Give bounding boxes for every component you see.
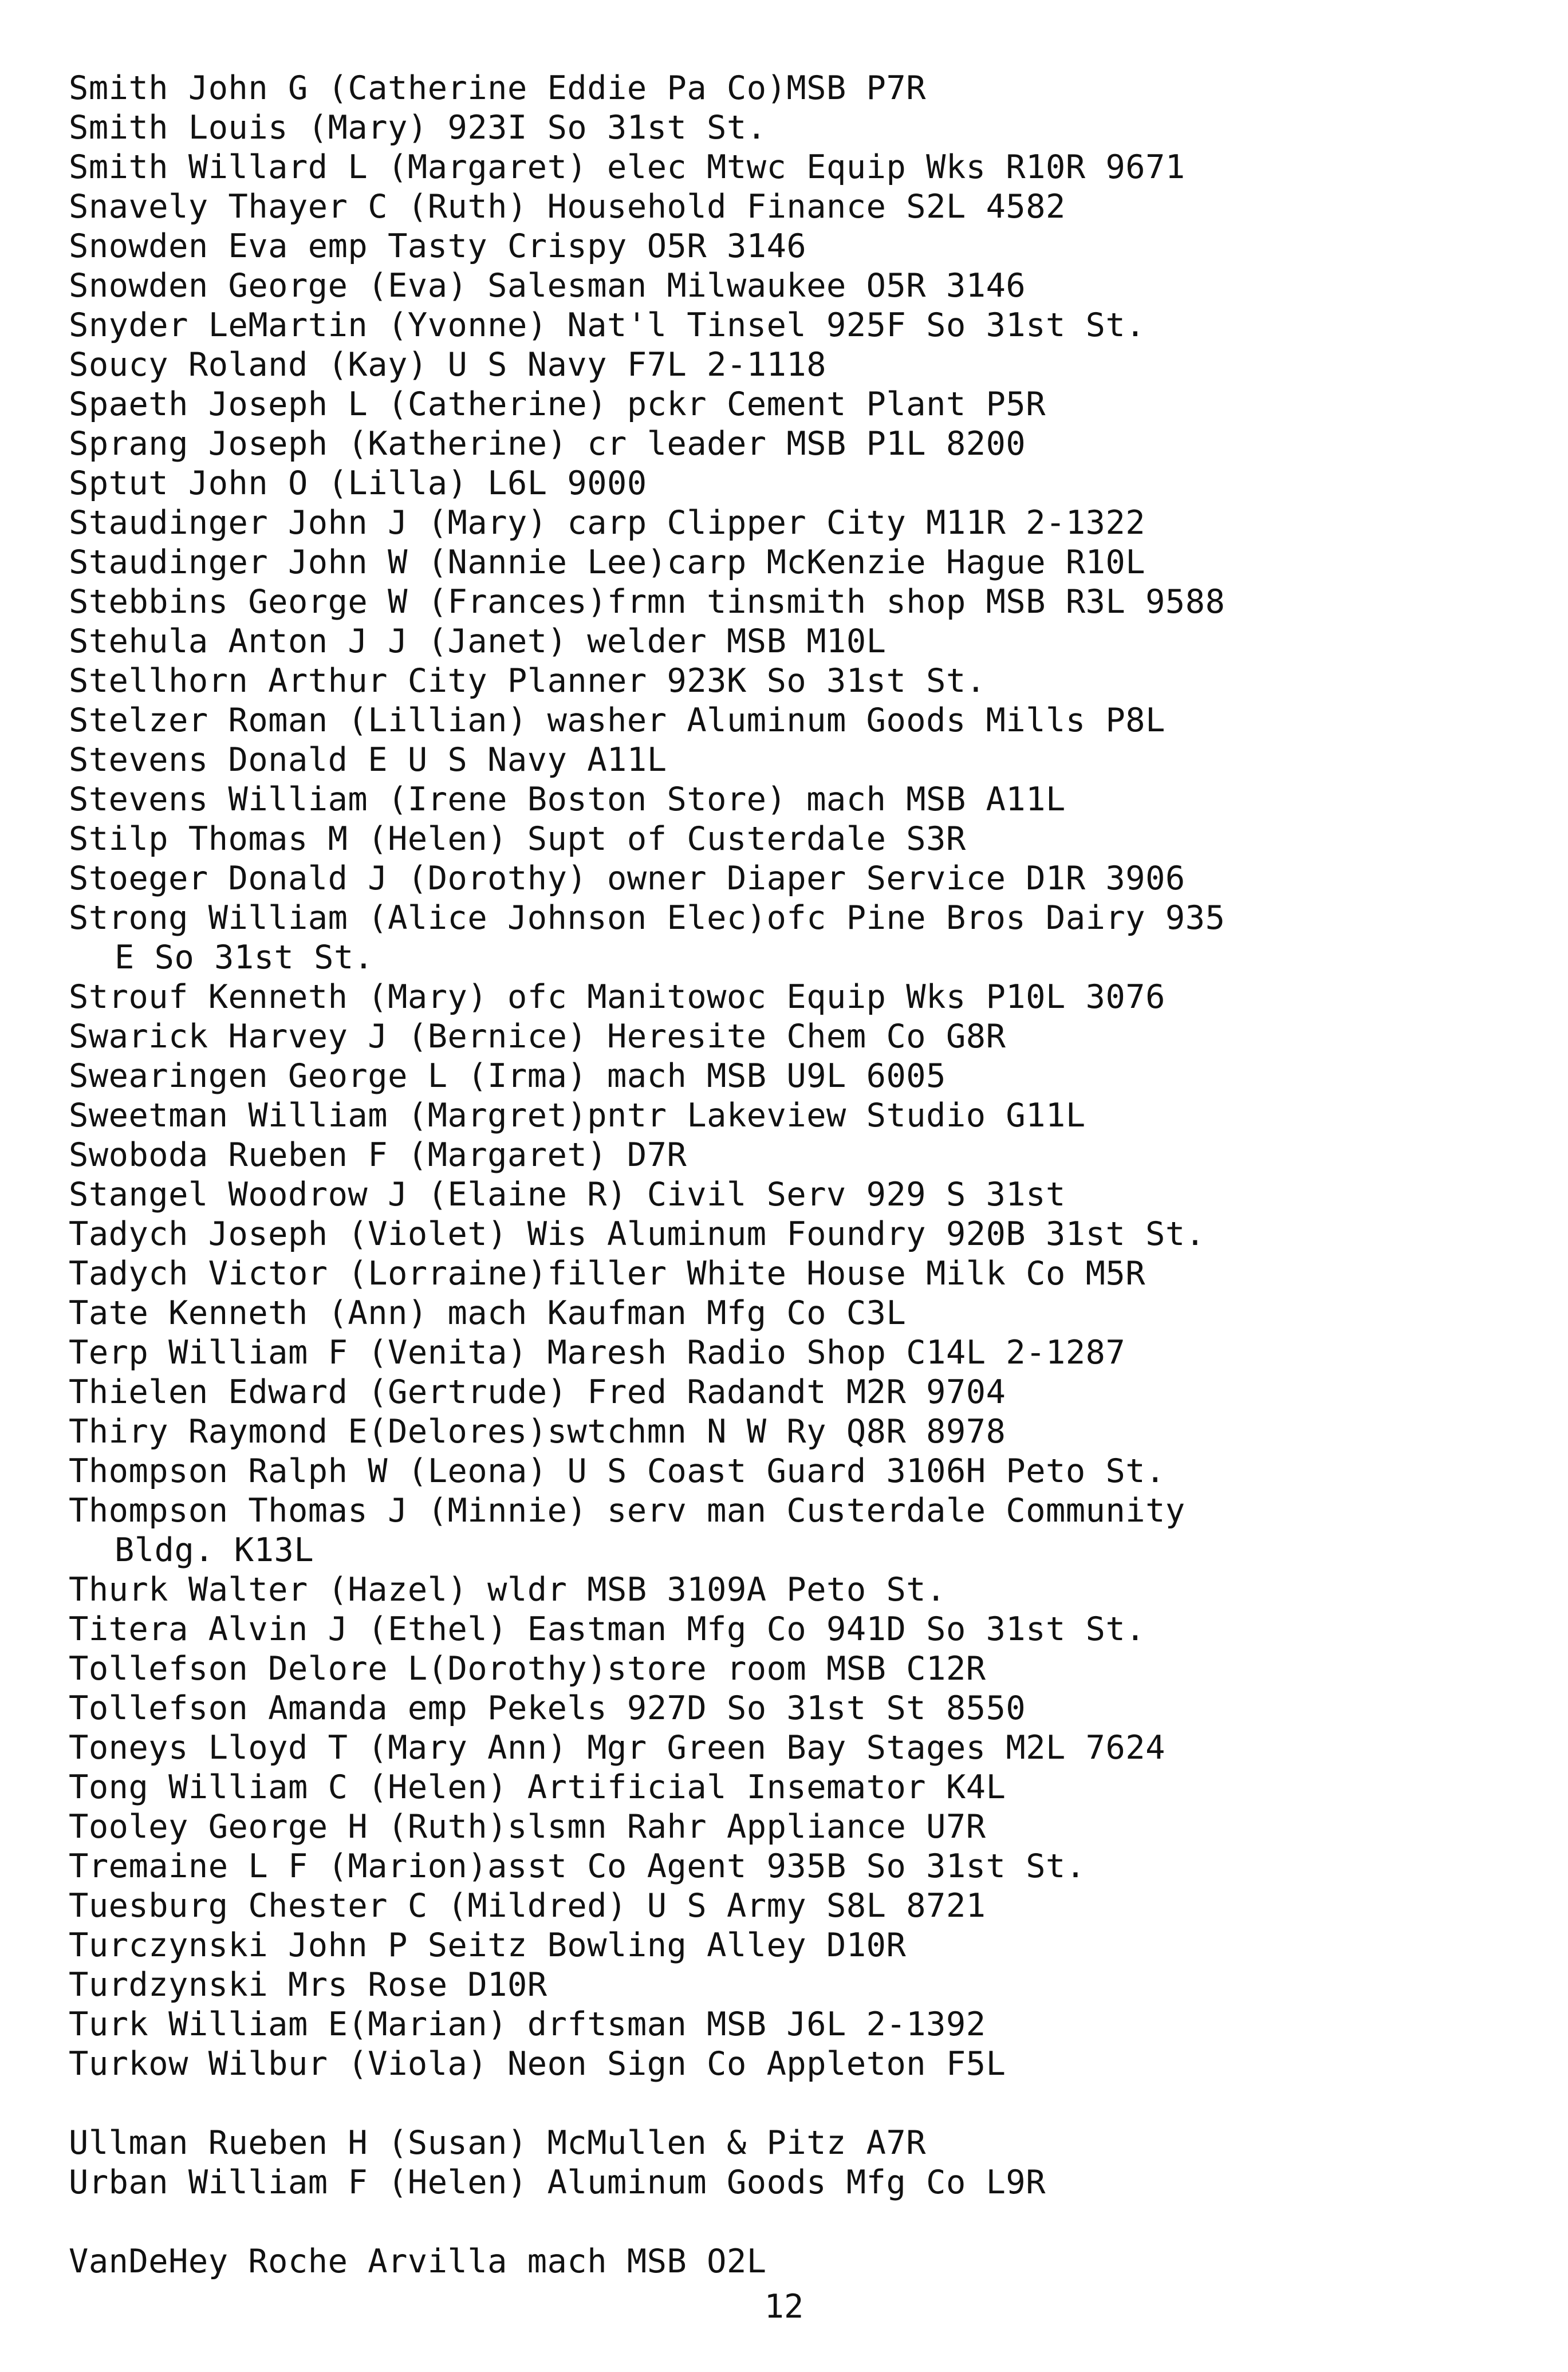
- directory-entry: Snowden Eva emp Tasty Crispy O5R 3146: [69, 227, 807, 265]
- directory-entry: Swarick Harvey J (Bernice) Heresite Chem Co G8R: [69, 1018, 1006, 1055]
- directory-entry: Stevens William (Irene Boston Store) mach MSB A11L: [69, 781, 1066, 818]
- directory-entry: Ullman Rueben H (Susan) McMullen & Pitz A7R: [69, 2124, 927, 2162]
- directory-entry-thompson-thomas: Thompson Thomas J (Minnie) serv man Custerdale Community: [69, 1492, 1185, 1530]
- directory-entry: Tollefson Amanda emp Pekels 927D So 31st St 8550: [69, 1689, 1026, 1727]
- directory-entry: Snowden George (Eva) Salesman Milwaukee O5R 3146: [69, 267, 1026, 305]
- directory-entry-strong-continued: E So 31st St.: [115, 939, 374, 976]
- directory-entry: Sprang Joseph (Katherine) cr leader MSB P1L 8200: [69, 425, 1026, 463]
- directory-entry: Soucy Roland (Kay) U S Navy F7L 2-1118: [69, 346, 827, 384]
- directory-entry: Stoeger Donald J (Dorothy) owner Diaper Service D1R 3906: [69, 860, 1185, 897]
- directory-entry: Staudinger John W (Nannie Lee)carp McKenzie Hague R10L: [69, 543, 1146, 581]
- directory-entry: Smith John G (Catherine Eddie Pa Co)MSB P7R: [69, 69, 927, 107]
- listing-group-u: [69, 2123, 1535, 2202]
- directory-entry: Turczynski John P Seitz Bowling Alley D10R: [69, 1926, 907, 1964]
- directory-entry: Stilp Thomas M (Helen) Supt of Custerdale S3R: [69, 820, 966, 858]
- directory-entry: Stellhorn Arthur City Planner 923K So 31st St.: [69, 662, 986, 700]
- directory-entry: Staudinger John J (Mary) carp Clipper City M11R 2-1322: [69, 504, 1146, 542]
- directory-entry-thompson-thomas-continued: Bldg. K13L: [115, 1531, 314, 1569]
- directory-entry: Swoboda Rueben F (Margaret) D7R: [69, 1136, 687, 1174]
- listing-group-v: [69, 2242, 1535, 2282]
- directory-entry: Tong William C (Helen) Artificial Insemator K4L: [69, 1768, 1006, 1806]
- directory-entry: Thurk Walter (Hazel) wldr MSB 3109A Peto St.: [69, 1571, 946, 1609]
- directory-listing: [69, 69, 1535, 2282]
- directory-entry: Smith Louis (Mary) 923I So 31st St.: [69, 109, 767, 147]
- directory-entry: Turk William E(Marian) drftsman MSB J6L 2-1392: [69, 2005, 986, 2043]
- directory-entry: VanDeHey Roche Arvilla mach MSB O2L: [69, 2243, 767, 2280]
- page-number: 12: [764, 2288, 804, 2326]
- directory-entry: Turkow Wilbur (Viola) Neon Sign Co Appleton F5L: [69, 2045, 1006, 2083]
- directory-entry: Thompson Ralph W (Leona) U S Coast Guard 3106H Peto St.: [69, 1452, 1165, 1490]
- listing-group-s-t: [69, 69, 1535, 899]
- directory-entry: Stevens Donald E U S Navy A11L: [69, 741, 667, 779]
- directory-entry: Tollefson Delore L(Dorothy)store room MSB C12R: [69, 1650, 986, 1688]
- directory-entry: Swearingen George L (Irma) mach MSB U9L 6005: [69, 1057, 946, 1095]
- listing-group-s-t-2: [69, 978, 1535, 1491]
- directory-entry: Thiry Raymond E(Delores)swtchmn N W Ry Q8R 8978: [69, 1413, 1006, 1451]
- directory-entry: Stangel Woodrow J (Elaine R) Civil Serv 929 S 31st: [69, 1176, 1066, 1213]
- directory-entry: Tadych Joseph (Violet) Wis Aluminum Foundry 920B 31st St.: [69, 1215, 1205, 1253]
- directory-entry: Strouf Kenneth (Mary) ofc Manitowoc Equip Wks P10L 3076: [69, 978, 1165, 1016]
- directory-entry: Sptut John O (Lilla) L6L 9000: [69, 464, 647, 502]
- directory-entry: Toneys Lloyd T (Mary Ann) Mgr Green Bay Stages M2L 7624: [69, 1729, 1165, 1767]
- directory-entry: Urban William F (Helen) Aluminum Goods Mfg Co L9R: [69, 2164, 1046, 2201]
- directory-entry: Stebbins George W (Frances)frmn tinsmith shop MSB R3L 9588: [69, 583, 1226, 621]
- directory-entry: Tuesburg Chester C (Mildred) U S Army S8L 8721: [69, 1887, 986, 1925]
- directory-entry: Stelzer Roman (Lillian) washer Aluminum Goods Mills P8L: [69, 702, 1165, 739]
- section-gap: [69, 2202, 1535, 2242]
- directory-entry: Turdzynski Mrs Rose D10R: [69, 1966, 547, 2004]
- directory-entry: Tadych Victor (Lorraine)filler White House Milk Co M5R: [69, 1255, 1146, 1293]
- listing-group-t: [69, 1570, 1535, 2084]
- directory-entry: Snavely Thayer C (Ruth) Household Finance S2L 4582: [69, 188, 1066, 226]
- directory-entry: Spaeth Joseph L (Catherine) pckr Cement Plant P5R: [69, 385, 1046, 423]
- directory-entry: Smith Willard L (Margaret) elec Mtwc Equip Wks R10R 9671: [69, 148, 1185, 186]
- directory-entry-strong: Strong William (Alice Johnson Elec)ofc Pine Bros Dairy 935: [69, 899, 1226, 937]
- directory-entry: Snyder LeMartin (Yvonne) Nat'l Tinsel 925F So 31st St.: [69, 306, 1146, 344]
- directory-entry: Titera Alvin J (Ethel) Eastman Mfg Co 941D So 31st St.: [69, 1610, 1146, 1648]
- section-gap: [69, 2084, 1535, 2123]
- directory-entry: Terp William F (Venita) Maresh Radio Shop C14L 2-1287: [69, 1334, 1126, 1372]
- directory-entry: Thielen Edward (Gertrude) Fred Radandt M2R 9704: [69, 1373, 1006, 1411]
- directory-entry: Tate Kenneth (Ann) mach Kaufman Mfg Co C3L: [69, 1294, 907, 1332]
- directory-entry: Tremaine L F (Marion)asst Co Agent 935B So 31st St.: [69, 1847, 1086, 1885]
- directory-entry: Stehula Anton J J (Janet) welder MSB M10L: [69, 622, 887, 660]
- directory-entry: Sweetman William (Margret)pntr Lakeview Studio G11L: [69, 1097, 1086, 1134]
- directory-entry: Tooley George H (Ruth)slsmn Rahr Appliance U7R: [69, 1808, 986, 1846]
